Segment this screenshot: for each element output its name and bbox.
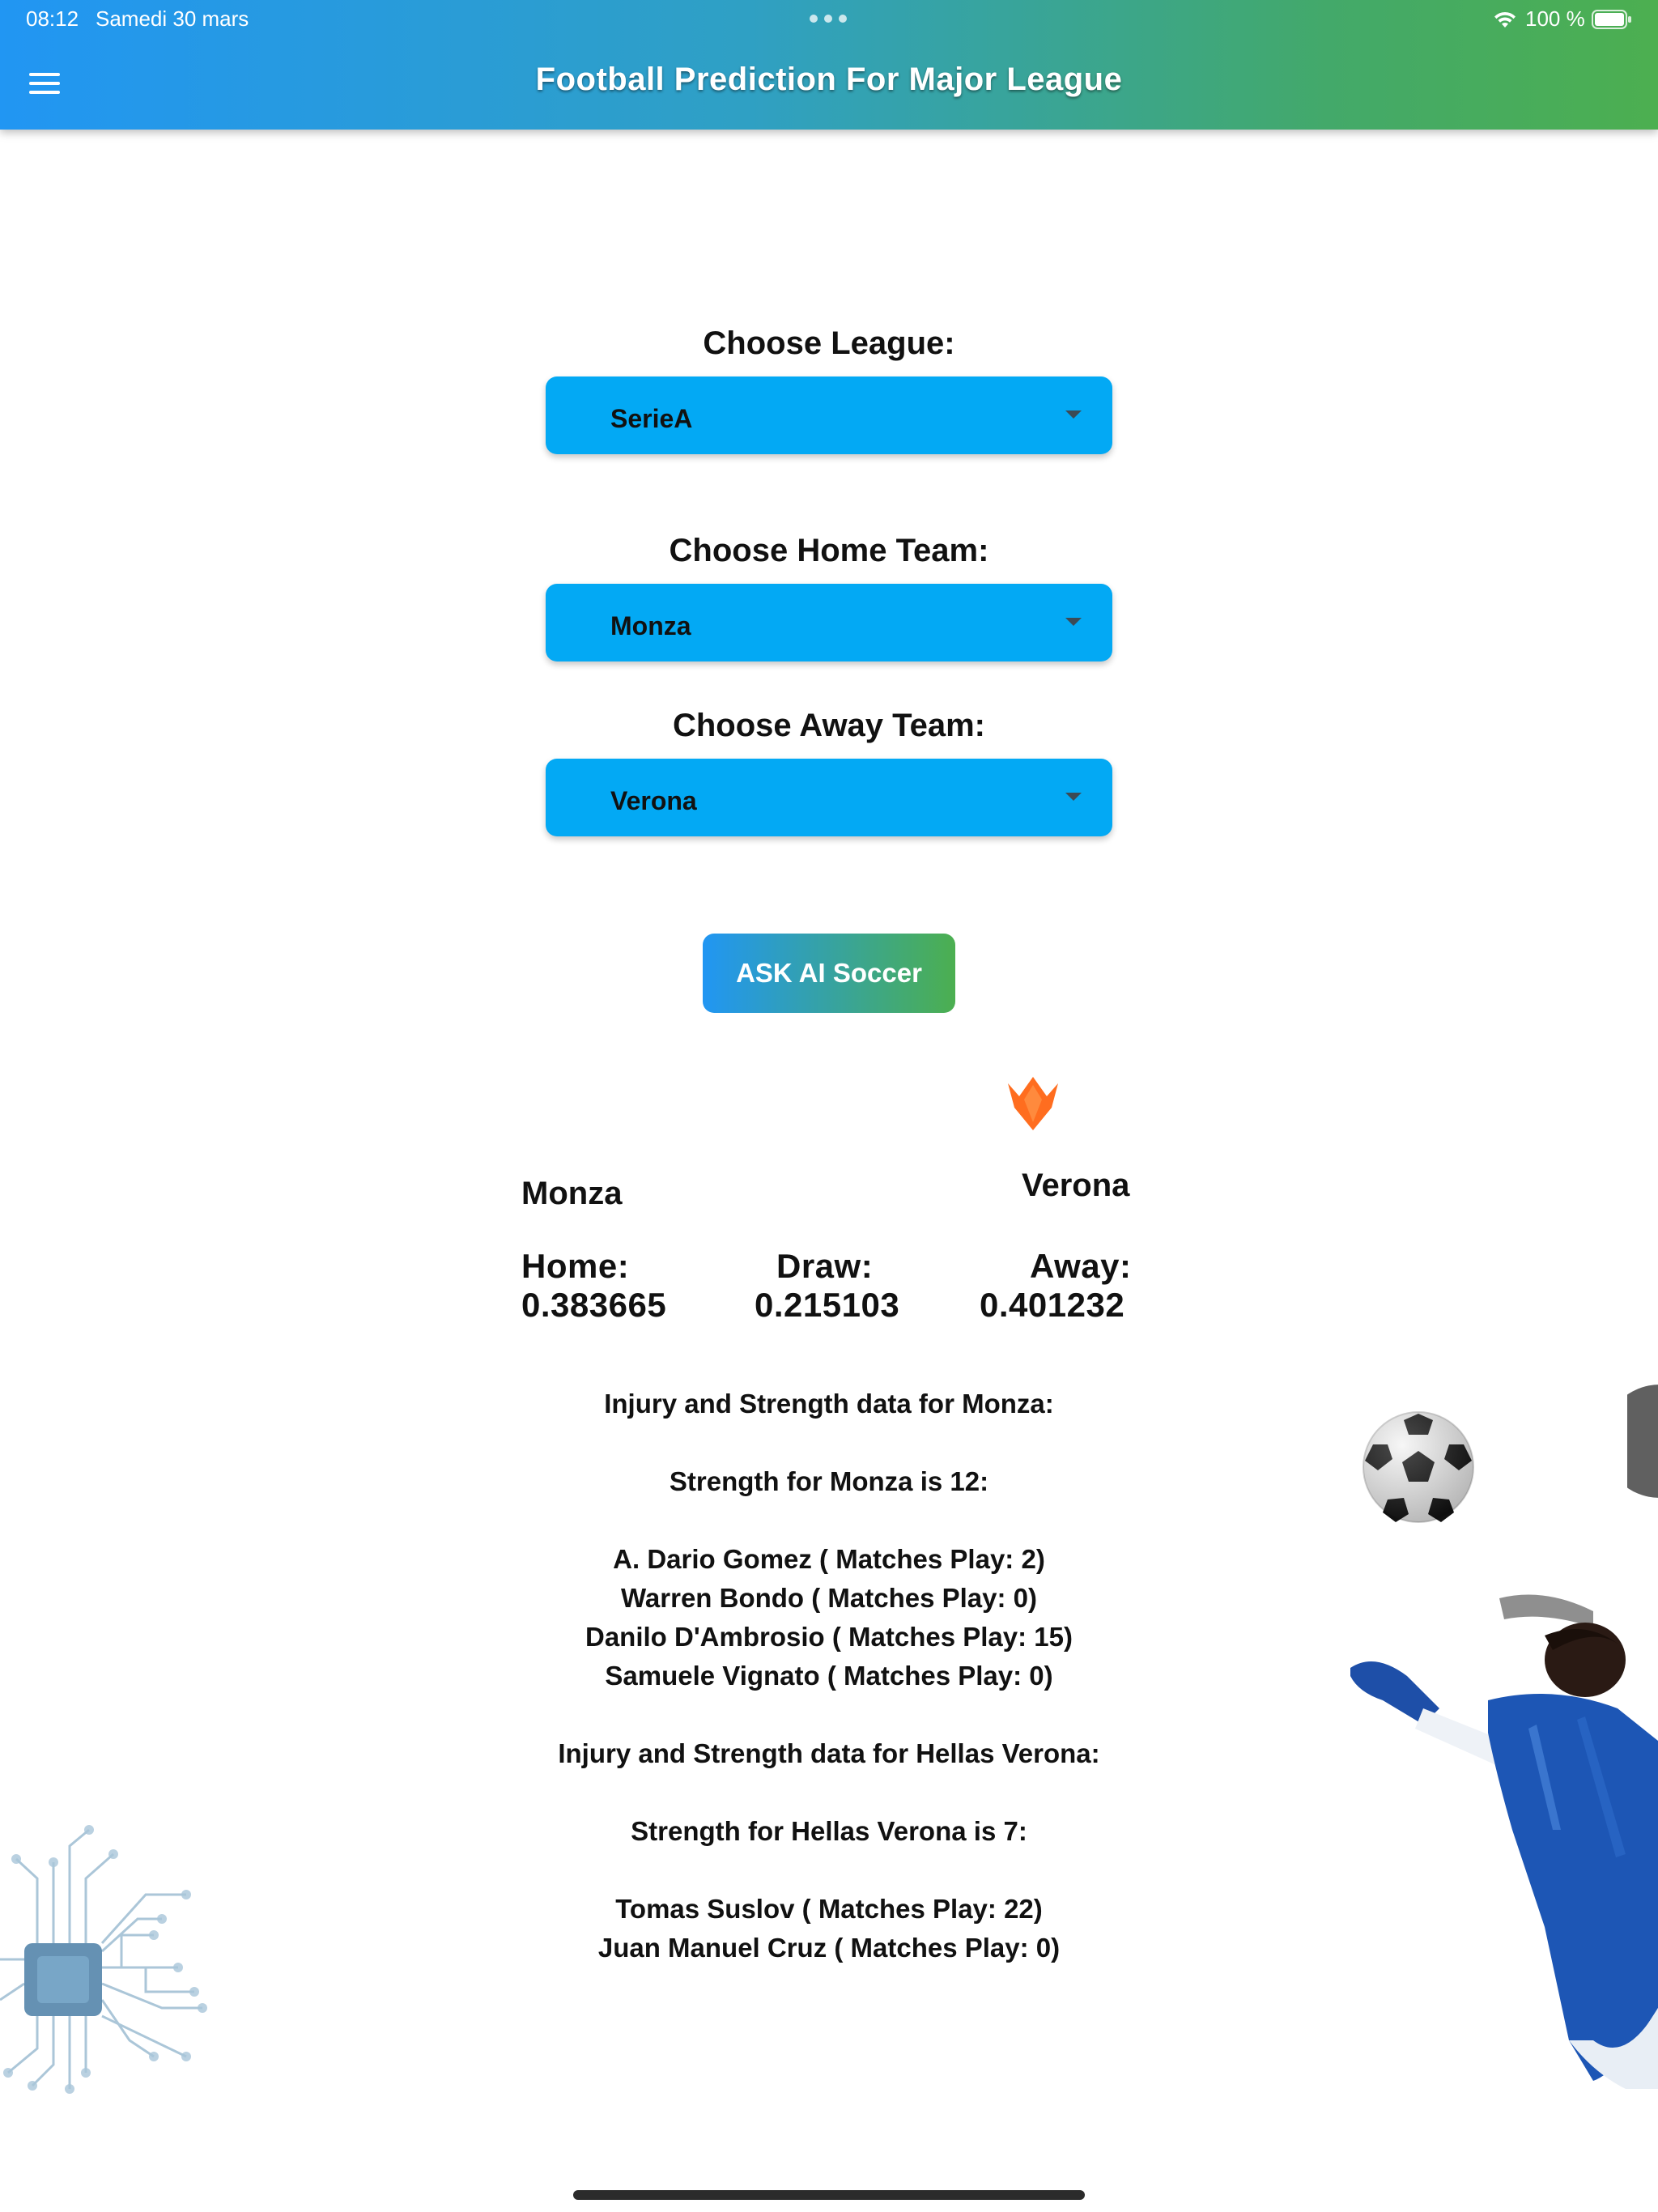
injury-player: A. Dario Gomez ( Matches Play: 2) [613, 1544, 1045, 1574]
chevron-down-icon [1065, 793, 1082, 801]
league-selected-value: SerieA [610, 404, 693, 433]
soccer-player-illustration [1350, 1587, 1658, 2089]
ask-ai-soccer-button[interactable]: ASK AI Soccer [703, 934, 955, 1013]
app-title: Football Prediction For Major League [535, 62, 1123, 97]
league-label: Choose League: [703, 325, 955, 361]
draw-prob-value: 0.215103 [755, 1286, 900, 1324]
battery-percentage: 100 % [1525, 6, 1585, 31]
away-prob-value: 0.401232 [980, 1286, 1125, 1324]
away-team-selected-value: Verona [610, 786, 697, 815]
away-prob-label: Away: [1030, 1247, 1132, 1285]
injury-player: Danilo D'Ambrosio ( Matches Play: 15) [585, 1622, 1073, 1652]
home-prob-label: Home: [521, 1247, 630, 1285]
away-team-label: Choose Away Team: [672, 708, 986, 743]
multitasking-dots-icon[interactable] [810, 15, 847, 23]
strength-verona: Strength for Hellas Verona is 7: [631, 1816, 1027, 1846]
battery-icon [1592, 10, 1632, 29]
injury-player: Juan Manuel Cruz ( Matches Play: 0) [597, 1933, 1061, 1963]
home-team-dropdown[interactable] [546, 584, 1112, 661]
home-team-label: Choose Home Team: [669, 533, 989, 568]
flame-logo-icon [1006, 1075, 1060, 1132]
injury-player: Samuele Vignato ( Matches Play: 0) [605, 1661, 1053, 1691]
app-bar [0, 0, 1658, 130]
league-dropdown[interactable] [546, 376, 1112, 454]
away-team-name: Verona [1022, 1168, 1130, 1203]
status-time: 08:12 [26, 6, 79, 31]
draw-prob-label: Draw: [776, 1247, 874, 1285]
wifi-icon [1493, 8, 1517, 29]
chevron-down-icon [1065, 618, 1082, 626]
status-date: Samedi 30 mars [96, 6, 249, 31]
soccer-ball-edge-icon [1627, 1376, 1658, 1506]
soccer-ball-icon [1360, 1409, 1477, 1525]
injury-heading-monza: Injury and Strength data for Monza: [604, 1389, 1054, 1419]
chevron-down-icon [1065, 410, 1082, 419]
strength-monza: Strength for Monza is 12: [669, 1466, 989, 1496]
injury-player: Tomas Suslov ( Matches Play: 22) [615, 1894, 1043, 1924]
home-team-selected-value: Monza [610, 611, 691, 640]
injury-player: Warren Bondo ( Matches Play: 0) [620, 1583, 1038, 1613]
away-team-dropdown[interactable] [546, 759, 1112, 836]
injury-heading-verona: Injury and Strength data for Hellas Verona: [558, 1738, 1100, 1768]
ai-chip-illustration [0, 1814, 235, 2105]
home-team-name: Monza [521, 1176, 623, 1211]
home-prob-value: 0.383665 [521, 1286, 667, 1324]
home-indicator[interactable] [573, 2190, 1085, 2200]
